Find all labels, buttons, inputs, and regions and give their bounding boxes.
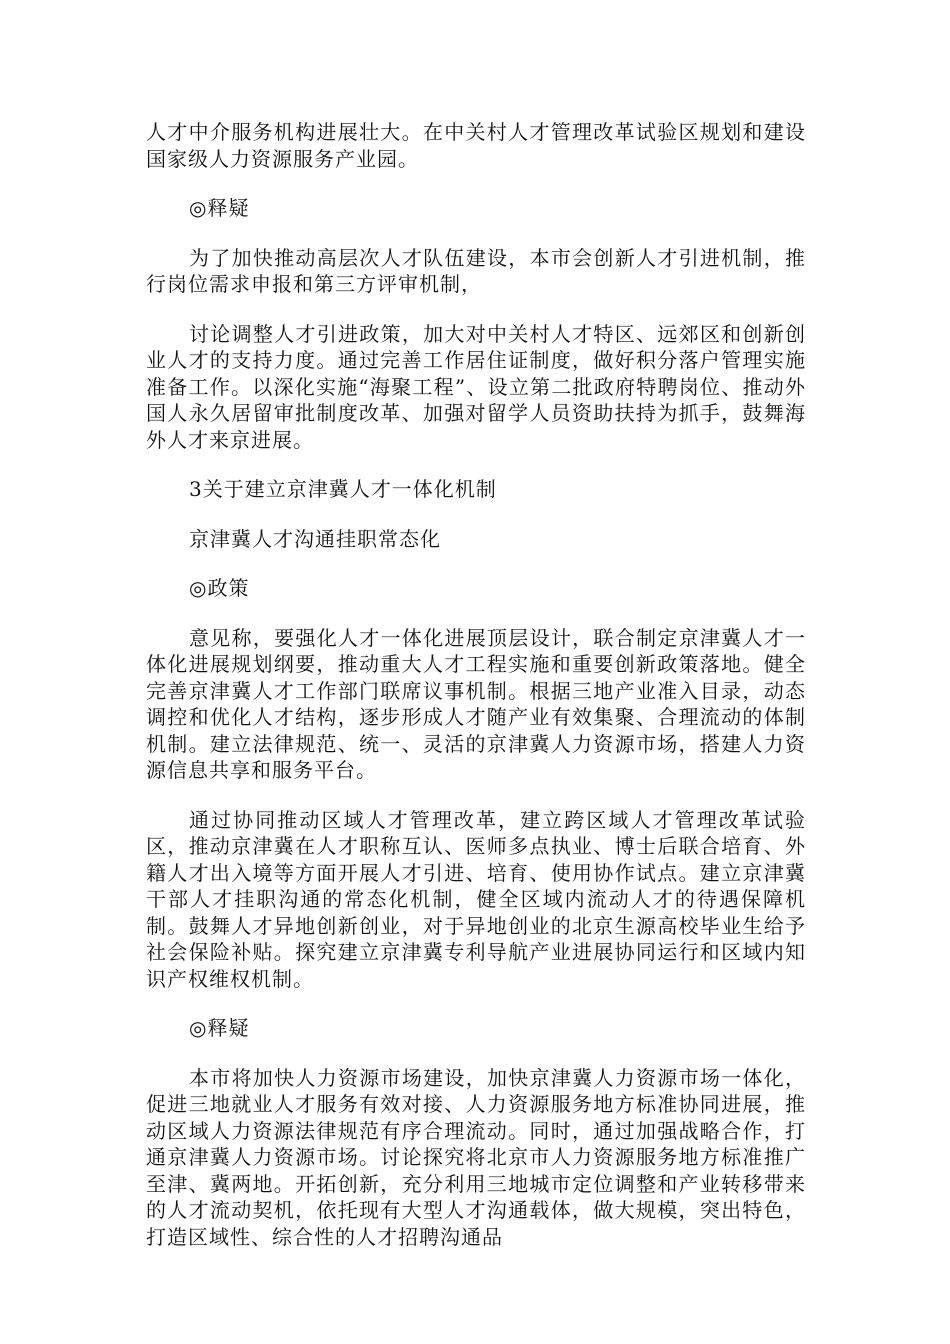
subsection-heading: 京津冀人才沟通挂职常态化 (189, 526, 441, 551)
document-body (146, 119, 806, 1273)
paragraph-continuation: 人才中介服务机构进展壮大。在中关村人才管理改革试验区规划和建设国家级人力资源服务产业园。 (146, 120, 806, 171)
paragraph: 本市将加快人力资源市场建设，加快京津冀人力资源市场一体化，促进三地就业人才服务有效对接、人力资源服务地方标准协同进展，推动区域人力资源法律规范有序合理流动。同时，通过加强战略合作，打通京津冀人力资源市场。讨论探究将北京市人力资源服务地方标准推广至津、冀两地。开拓创新，充分利用三地城市定位调整和产业转移带来的人才流动契机，依托现有大型人才沟通载体，做大规模，突出特色，打造区域性、综合性的人才招聘沟通品 (146, 1065, 806, 1249)
section-label-explanation: ◎释疑 (189, 1016, 250, 1040)
section-label-policy: ◎政策 (189, 576, 250, 600)
paragraph: 讨论调整人才引进政策，加大对中关村人才特区、远郊区和创新创业人才的支持力度。通过完善工作居住证制度，做好积分落户管理实施准备工作。以深化实施“海聚工程”、设立第二批政府特聘岗位、推动外国人永久居留审批制度改革、加强对留学人员资助扶持为抓手，鼓舞海外人才来京进展。 (146, 321, 806, 452)
paragraph: 为了加快推动高层次人才队伍建设，本市会创新人才引进机制，推行岗位需求申报和第三方评审机制， (146, 245, 806, 296)
paragraph: 通过协同推动区域人才管理改革，建立跨区域人才管理改革试验区，推动京津冀在人才职称互认、医师多点执业、博士后联合培育、外籍人才出入境等方面开展人才引进、培育、使用协作试点。建立京津冀干部人才挂职沟通的常态化机制，健全区域内流动人才的待遇保障机制。鼓舞人才异地创新创业，对于异地创业的北京生源高校毕业生给予社会保险补贴。探究建立京津冀专利导航产业进展协同运行和区域内知识产权维权机制。 (146, 807, 806, 991)
paragraph: 意见称，要强化人才一体化进展顶层设计，联合制定京津冀人才一体化进展规划纲要，推动重大人才工程实施和重要创新政策落地。健全完善京津冀人才工作部门联席议事机制。根据三地产业准入目录，动态调控和优化人才结构，逐步形成人才随产业有效集聚、合理流动的体制机制。建立法律规范、统一、灵活的京津冀人力资源市场，搭建人力资源信息共享和服务平台。 (146, 625, 806, 782)
section-label-explanation: ◎释疑 (189, 196, 250, 220)
section-heading: 3关于建立京津冀人才一体化机制 (189, 477, 497, 501)
